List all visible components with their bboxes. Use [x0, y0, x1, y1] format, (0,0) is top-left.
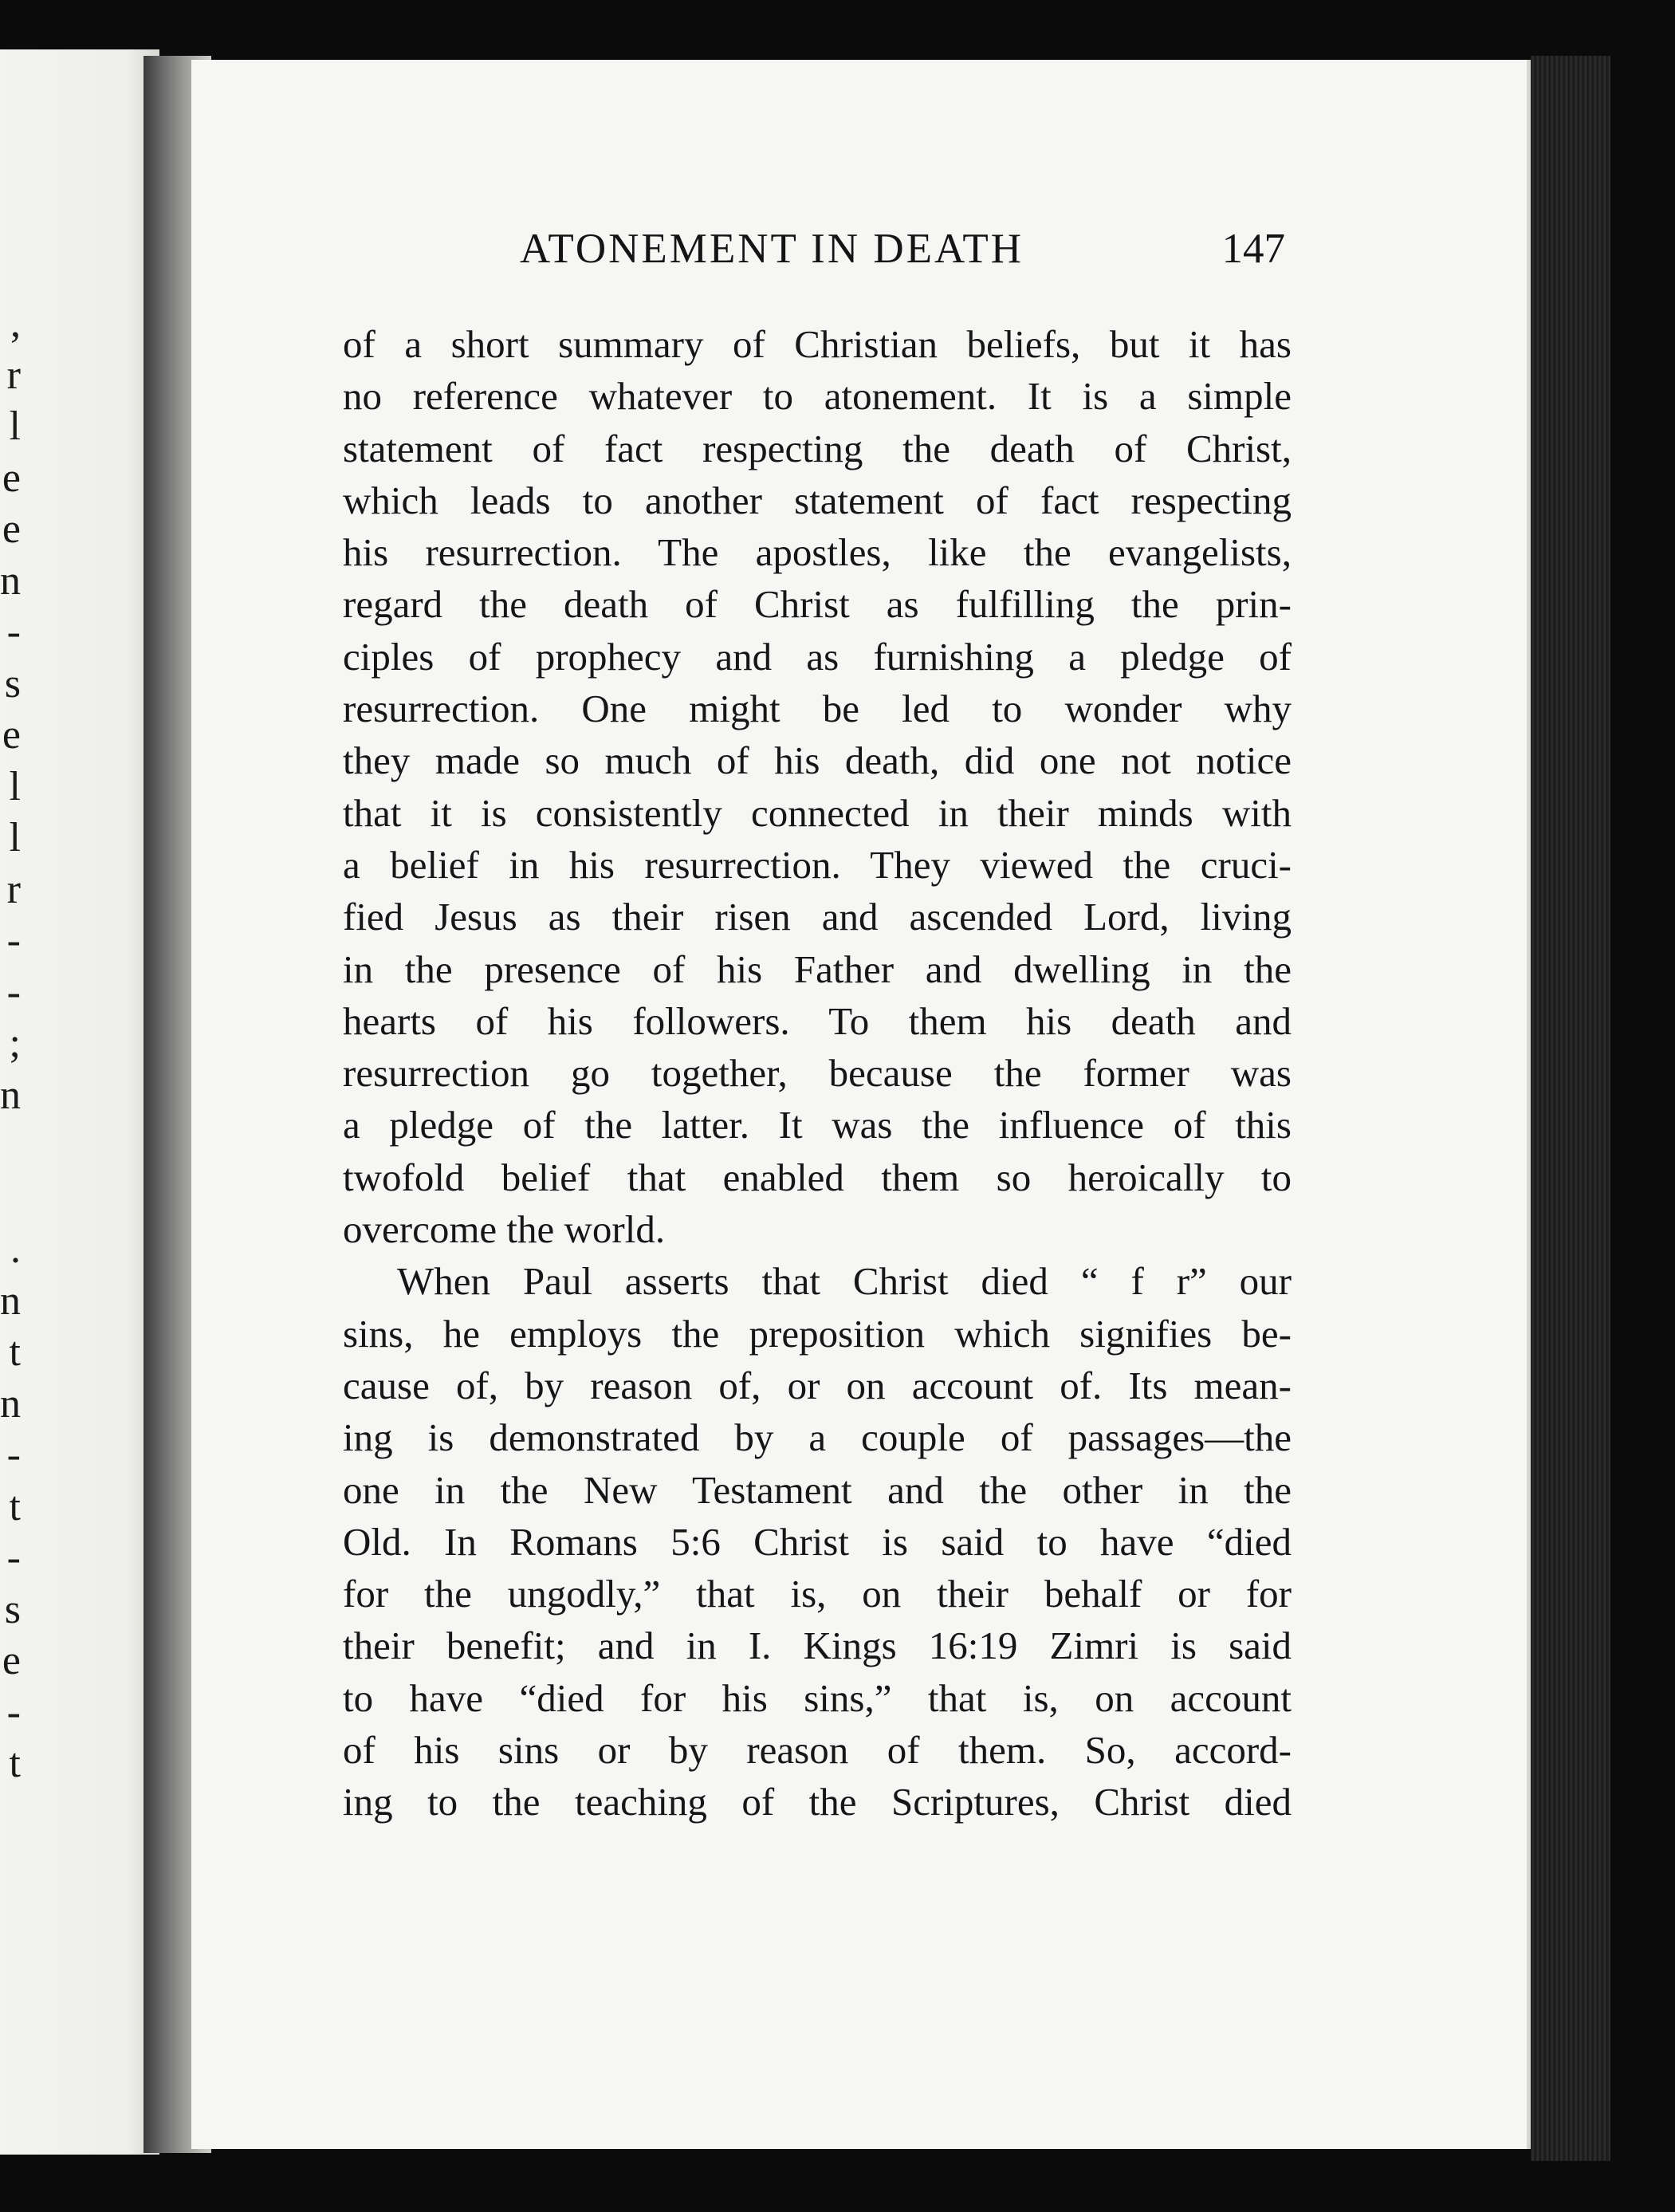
text-line: sins, he employs the preposition which signifies be- — [343, 1311, 1292, 1356]
margin-letter: - — [6, 1689, 21, 1735]
text-line: their benefit; and in I. Kings 16:19 Zimri is said — [343, 1624, 1292, 1668]
text-line: of a short summary of Christian beliefs, but it has — [343, 322, 1292, 366]
text-line: to have “died for his sins,” that is, on account — [343, 1675, 1292, 1720]
text-line: a belief in his resurrection. They viewed the cruci- — [343, 842, 1292, 887]
margin-letter: n — [0, 557, 21, 604]
text-line: Old. In Romans 5:6 Christ is said to have “died — [343, 1519, 1292, 1564]
margin-letter: - — [6, 1432, 21, 1478]
margin-letter: , — [10, 301, 21, 346]
running-title: ATONEMENT IN DEATH — [520, 226, 1024, 272]
text-line: overcome the world. — [343, 1207, 666, 1252]
text-line: in the presence of his Father and dwelling in the — [343, 947, 1292, 991]
text-line: twofold belief that enabled them so heroically to — [343, 1155, 1292, 1199]
margin-letter: - — [6, 969, 21, 1015]
text-line: ing to the teaching of the Scriptures, Christ died — [343, 1780, 1292, 1824]
text-line: hearts of his followers. To them his death and — [343, 998, 1292, 1043]
margin-letter: n — [0, 1277, 21, 1324]
paragraph-1 — [343, 318, 1292, 1255]
text-line: that it is consistently connected in their minds with — [343, 790, 1292, 835]
margin-letter: r — [6, 866, 21, 912]
text-line: resurrection. One might be led to wonder why — [343, 687, 1292, 731]
paragraph-2 — [343, 1255, 1292, 1828]
margin-letter: - — [6, 1535, 21, 1580]
text-line: statement of fact respecting the death of Christ, — [343, 426, 1292, 470]
margin-letter: n — [0, 1380, 21, 1427]
margin-letter: e — [2, 506, 21, 552]
margin-letter: t — [9, 1329, 21, 1375]
text-line: which leads to another statement of fact respecting — [343, 478, 1292, 522]
margin-letter: . — [10, 1226, 21, 1272]
text-line: his resurrection. The apostles, like the evangelists, — [343, 530, 1292, 575]
text-line: When Paul asserts that Christ died “ f r” our — [397, 1259, 1292, 1304]
text-line: no reference whatever to atonement. It is a simple — [343, 374, 1292, 419]
margin-letter: - — [6, 918, 21, 963]
text-line: one in the New Testament and the other in the — [343, 1467, 1292, 1512]
text-line: a pledge of the latter. It was the influence of this — [343, 1103, 1292, 1147]
left-page-edge — [0, 49, 159, 2155]
margin-letter: s — [4, 1586, 21, 1632]
text-line: cause of, by reason of, or on account of. Its mean- — [343, 1363, 1292, 1407]
text-line: regard the death of Christ as fulfilling the prin- — [343, 582, 1292, 627]
margin-letter: l — [9, 403, 21, 449]
text-line: ciples of prophecy and as furnishing a pledge of — [343, 634, 1292, 679]
margin-letter: ; — [9, 1021, 21, 1066]
margin-letter: t — [9, 1741, 21, 1786]
margin-letter: n — [0, 1072, 21, 1118]
text-line: of his sins or by reason of them. So, accord- — [343, 1728, 1292, 1773]
margin-letter: l — [9, 815, 21, 860]
body-text — [343, 318, 1292, 1828]
margin-letter: l — [9, 763, 21, 809]
margin-letter: - — [6, 609, 21, 655]
text-line: they made so much of his death, did one not notice — [343, 738, 1292, 783]
margin-letter: r — [6, 352, 21, 398]
text-line: resurrection go together, because the former was — [343, 1051, 1292, 1096]
margin-letter: e — [2, 712, 21, 758]
margin-letter: e — [2, 1638, 21, 1683]
text-line: ing is demonstrated by a couple of passages—the — [343, 1415, 1292, 1460]
margin-letter: s — [4, 660, 21, 707]
text-line: for the ungodly,” that is, on their behalf or for — [343, 1572, 1292, 1616]
page-header — [520, 225, 1285, 281]
margin-letter: e — [2, 455, 21, 501]
page-stack-edge — [1531, 56, 1610, 2161]
page-number: 147 — [1221, 226, 1285, 272]
margin-letter: t — [9, 1483, 21, 1529]
text-line: fied Jesus as their risen and ascended Lord, living — [343, 895, 1292, 939]
